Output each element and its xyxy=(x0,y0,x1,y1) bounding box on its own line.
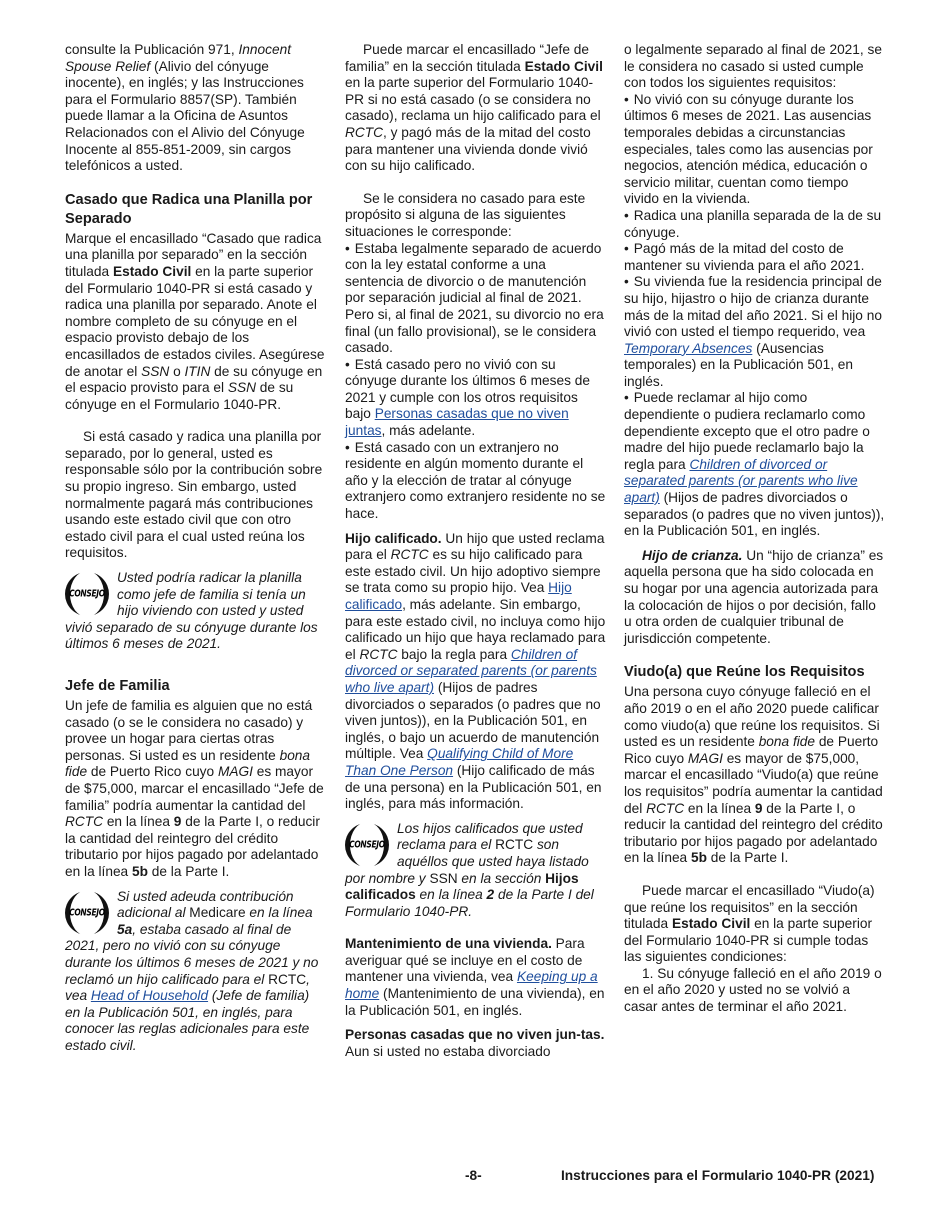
text-run: bona fide xyxy=(65,747,311,780)
text-run: , y pagó más de la mitad del costo para mantener una vivienda donde vivió con su hijo calificado. xyxy=(345,124,591,174)
text-run: Una persona cuyo cónyuge falleció en el año 2019 o en el año 2020 puede calificar como viudo(a) que reúne los requisitos. Si usted es un residente xyxy=(624,684,880,750)
text-run: Si usted adeuda contribución adicional al xyxy=(117,888,294,921)
text-run: Puede marcar el encasillado “Viudo(a) que reúne los requisitos” en la sección titulada xyxy=(624,882,875,932)
column-1 xyxy=(65,42,327,1054)
text-run: es mayor de $75,000, marcar el encasillado “Jefe de familia” podría aumentar la cantidad del xyxy=(65,764,324,813)
paragraph xyxy=(345,936,607,1019)
bullet-item xyxy=(624,92,886,208)
text-run: ITIN xyxy=(184,363,211,379)
text-run: Hijo calificado. xyxy=(345,530,442,546)
paragraph xyxy=(345,42,607,175)
text-run: Aun si usted no estaba divorciado xyxy=(345,1043,551,1059)
text-run: en la línea xyxy=(245,905,313,921)
bullet-item xyxy=(624,241,886,274)
text-run: en la parte superior del Formulario 1040-PR si cumple todas las siguientes condiciones: xyxy=(624,916,873,965)
text-run: RCTC xyxy=(359,646,398,662)
paragraph xyxy=(624,42,886,92)
page-number: -8- xyxy=(465,1168,482,1183)
link[interactable]: Qualifying Child of More Than One Person xyxy=(345,746,574,778)
text-run: Marque el encasillado “Casado que radica una planilla por separado” en la sección titulada xyxy=(65,230,322,279)
text-run: 5b xyxy=(131,863,148,879)
text-run: de su cónyuge en el Formulario 1040-PR. xyxy=(65,380,294,412)
link[interactable]: Temporary Absences xyxy=(624,340,753,356)
text-run: SSN xyxy=(227,380,256,396)
text-run: Estado Civil xyxy=(524,58,603,74)
paragraph xyxy=(624,883,886,966)
text-run: de la Parte I del Formulario 1040-PR. xyxy=(345,887,594,919)
consejo-icon xyxy=(65,572,111,616)
text-run: de Puerto Rico cuyo xyxy=(87,764,218,780)
tip-box xyxy=(65,889,327,1055)
text-run: Está casado pero no vivió con su cónyuge durante los últimos 6 meses de 2021 y cumple con los otros requisitos bajo xyxy=(345,356,590,422)
text-run: o legalmente separado al final de 2021, se le considera no casado si usted cumple con todos los siguientes requisitos: xyxy=(624,42,882,91)
text-run: Estado Civil xyxy=(671,916,751,932)
text-run: Su vivienda fue la residencia principal de su hijo, hijastro o hijo de crianza durante más de la mitad del año 2021. Si el hijo no vivió con usted el tiempo requerido, vea xyxy=(624,274,882,340)
text-run: de la Parte I. xyxy=(147,863,230,879)
text-run: RCTC xyxy=(495,837,534,853)
bullet-item xyxy=(624,274,886,390)
section-heading-separado: Casado que Radica una Planilla por Separado xyxy=(65,191,313,227)
text-run: MAGI xyxy=(217,764,253,780)
text-run: Un jefe de familia es alguien que no está casado (o se le considera no casado) y provee un hogar para ciertas otras personas. Si usted es un residente xyxy=(65,698,313,763)
text-run: No vivió con su cónyuge durante los últimos 6 meses de 2021. Las ausencias temporales debidas a circunstancias especiales, tales como las ausencias por negocios, atención médica, educación o servicio militar, cuentan como tiempo vivido en la vivienda. xyxy=(624,91,873,207)
text-run: , más adelante. xyxy=(381,423,476,439)
text-run: (Mantenimiento de una vivienda), en la Publicación 501, en inglés. xyxy=(345,986,605,1018)
text-run: Estaba legalmente separado de acuerdo con la ley estatal conforme a una sentencia de divorcio o de manutención por separación judicial al final de 2021. Pero si, al final de 2021, su divorcio no era final (un fallo provisional), se le considera casado. xyxy=(345,240,604,356)
text-run: Está casado con un extranjero no residente en algún momento durante el año y la elección de tratar al cónyuge extranjero como extranjero residente no se hace. xyxy=(345,439,606,522)
text-run: 9 xyxy=(754,800,763,816)
section-heading-jefe: Jefe de Familia xyxy=(65,678,170,694)
text-run: (Hijos de padres divorciados o separados (o padres que no viven juntos)), en la Publicación 501, en inglés. xyxy=(624,490,885,539)
text-run: Para averiguar qué se incluye en el costo de mantener una vivienda, vea xyxy=(345,936,585,985)
tip-box xyxy=(345,821,607,921)
link[interactable]: Personas casadas que no viven juntas xyxy=(345,406,569,439)
bullet-item xyxy=(624,390,886,539)
consejo-label: CONSEJO xyxy=(70,890,104,936)
text-run: de Puerto Rico cuyo xyxy=(624,734,879,766)
text-run: consulte la Publicación 971, xyxy=(65,42,239,57)
consejo-label: CONSEJO xyxy=(350,822,384,868)
text-run: o xyxy=(169,363,185,379)
bullet-item xyxy=(345,357,607,440)
text-run: Mantenimiento de una vivienda. xyxy=(345,936,552,952)
text-run: RCTC xyxy=(390,547,429,563)
text-run: RCTC xyxy=(65,814,104,830)
text-run: Hijo de crianza. xyxy=(642,547,743,563)
text-run: Si está casado y radica una planilla por separado, por lo general, usted es responsable sólo por la contribución sobre su propio ingreso. Sin embargo, usted normalmente pagará más contribuciones usando este estado civil que con otro estado civil para el cual usted reúna los requisitos. xyxy=(65,429,323,561)
text-run: RCTC xyxy=(345,124,384,140)
consejo-icon xyxy=(345,823,391,867)
column-3 xyxy=(624,42,886,1016)
consejo-label: CONSEJO xyxy=(70,571,104,617)
text-run: (Hijo calificado de más de una persona) en la Publicación 501, en inglés, para más información. xyxy=(345,762,602,812)
bullet-item xyxy=(624,208,886,241)
text-run: en la línea xyxy=(684,800,755,816)
numbered-item xyxy=(624,966,886,1016)
text-run: Un hijo que usted reclama para el xyxy=(345,530,605,563)
paragraph xyxy=(345,531,607,813)
text-run: Los hijos calificados que usted reclama para el xyxy=(397,820,583,853)
text-run: bona fide xyxy=(758,734,816,750)
text-run: de la Parte I. xyxy=(706,850,789,866)
paragraph xyxy=(624,684,886,867)
text-run: Puede marcar el encasillado “Jefe de familia” en la sección titulada xyxy=(345,42,589,74)
link[interactable]: Children of divorced or separated parents (or parents who live apart) xyxy=(345,646,597,695)
column-2 xyxy=(345,42,607,1060)
link[interactable]: Head of Household xyxy=(90,988,209,1004)
paragraph xyxy=(65,698,327,881)
text-run: Hijos calificados xyxy=(345,870,579,903)
text-run: SSN xyxy=(141,363,170,379)
text-run: en la línea xyxy=(415,887,487,903)
text-run: 2 xyxy=(486,887,495,903)
text-run: 5b xyxy=(690,850,707,866)
text-run: en la parte superior del Formulario 1040-PR si no está casado (o se considera no casado), reclama un hijo calificado para el xyxy=(345,75,601,124)
text-run: (Ausencias temporales) en la Publicación 501, en inglés. xyxy=(624,340,854,389)
bullet-item xyxy=(345,440,607,523)
paragraph xyxy=(624,548,886,648)
text-run: 5a xyxy=(117,921,133,937)
text-run: son aquéllos que usted haya listado por nombre y xyxy=(345,837,589,886)
text-run: RCTC xyxy=(646,800,685,816)
text-run: bajo la regla para xyxy=(397,646,511,662)
text-run: Usted podría radicar la planilla como jefe de familia si tenía un hijo viviendo con usted y usted vivió separado de su cónyuge durante los últimos 6 meses de 2021. xyxy=(65,570,318,652)
text-run: en la línea xyxy=(103,814,174,830)
text-run: Estado Civil xyxy=(112,263,192,279)
text-run: Se le considera no casado para este propósito si alguna de las siguientes situaciones le corresponde: xyxy=(345,190,586,239)
text-run: Un “hijo de crianza” es aquella persona que ha sido colocada en su hogar por una agencia autorizada para la colocación de hijos o por decisión, fallo u otra orden de cualquier tribunal de jurisdicción competente. xyxy=(624,547,884,646)
text-run: es mayor de $75,000, marcar el encasillado “Viudo(a) que reúne los requisitos” podría aumentar la cantidad del xyxy=(624,750,883,816)
text-run: Innocent Spouse Relief xyxy=(65,42,292,74)
text-run: , estaba casado al final de 2021, pero no vivió con su cónyuge durante los últimos 6 meses de 2021 y no reclamó un hijo calificado para el xyxy=(65,921,319,987)
paragraph xyxy=(345,191,607,241)
text-run: 9 xyxy=(173,814,182,830)
footer-title: Instrucciones para el Formulario 1040-PR (2021) xyxy=(561,1168,875,1183)
text-run: Radica una planilla separada de la de su cónyuge. xyxy=(624,207,882,240)
text-run: Puede reclamar al hijo como dependiente o pudiera reclamarlo como dependiente excepto que el otro padre o madre del hijo puede reclamarlo bajo la regla para xyxy=(624,390,870,472)
text-run: de la Parte I, o reducir la cantidad del reintegro del crédito tributario por hijos pagado por adelantado en la línea xyxy=(624,800,883,866)
text-run: Medicare xyxy=(189,905,246,921)
section-heading-viudo: Viudo(a) que Reúne los Requisitos xyxy=(624,664,865,681)
tip-box xyxy=(65,570,327,653)
link[interactable]: Children of divorced or separated parents (or parents who live apart) xyxy=(624,456,858,506)
link[interactable]: Hijo calificado xyxy=(345,580,572,612)
text-run: de su cónyuge en el espacio provisto para el xyxy=(65,363,323,396)
text-run: (Jefe de familia) en la Publicación 501, en inglés, para conocer las reglas adicionales para este estado civil. xyxy=(65,988,310,1053)
text-run: (Alivio del cónyuge inocente), en inglés; y las Instrucciones para el Formulario 8857(SP). También puede llamar a la Oficina de Asuntos Relacionados con el Alivio del Cónyuge Inocente al 855-851-2009, sin cargos telefónicos a usted. xyxy=(65,58,305,174)
text-run: , más adelante. Sin embargo, para este estado civil, no incluya como hijo calificado un hijo que haya reclamado para el xyxy=(345,597,606,662)
text-run: en la sección xyxy=(457,870,546,886)
paragraph xyxy=(65,42,327,175)
text-run: , vea xyxy=(65,971,310,1004)
text-run: de la Parte I, o reducir la cantidad del reintegro del crédito tributario por hijos pagado por adelantado en la línea xyxy=(65,814,320,879)
text-run: es su hijo calificado para este estado civil. Un hijo adoptivo siempre se trata como su propio hijo. Vea xyxy=(345,547,601,596)
text-run: SSN xyxy=(429,870,458,886)
text-run: Pagó más de la mitad del costo de mantener su vivienda para el año 2021. xyxy=(624,241,865,273)
consejo-icon xyxy=(65,891,111,935)
text-run: 1. Su cónyuge falleció en el año 2019 o en el año 2020 y usted no se volvió a casar antes de terminar el año 2021. xyxy=(624,965,882,1015)
paragraph xyxy=(65,429,327,562)
link[interactable]: Keeping up a home xyxy=(345,969,598,1002)
bullet-item xyxy=(345,241,607,357)
paragraph xyxy=(345,1027,607,1060)
text-run: (Hijos de padres divorciados o separados (o padres que no viven juntos)), en la Publicación 501, en inglés, o bajo un acuerdo de manutención múltiple. Vea xyxy=(345,679,601,762)
text-run: en la parte superior del Formulario 1040-PR si está casado y radica una planilla por separado. Anote el nombre completo de su cónyuge en el espacio provisto debajo de los encasillados de estados civiles. Asegúrese de anotar el xyxy=(65,263,325,379)
text-run: Personas casadas que no viven jun-tas. xyxy=(345,1027,605,1043)
text-run: RCTC xyxy=(268,971,307,987)
paragraph xyxy=(65,231,327,414)
text-run: MAGI xyxy=(687,750,723,766)
